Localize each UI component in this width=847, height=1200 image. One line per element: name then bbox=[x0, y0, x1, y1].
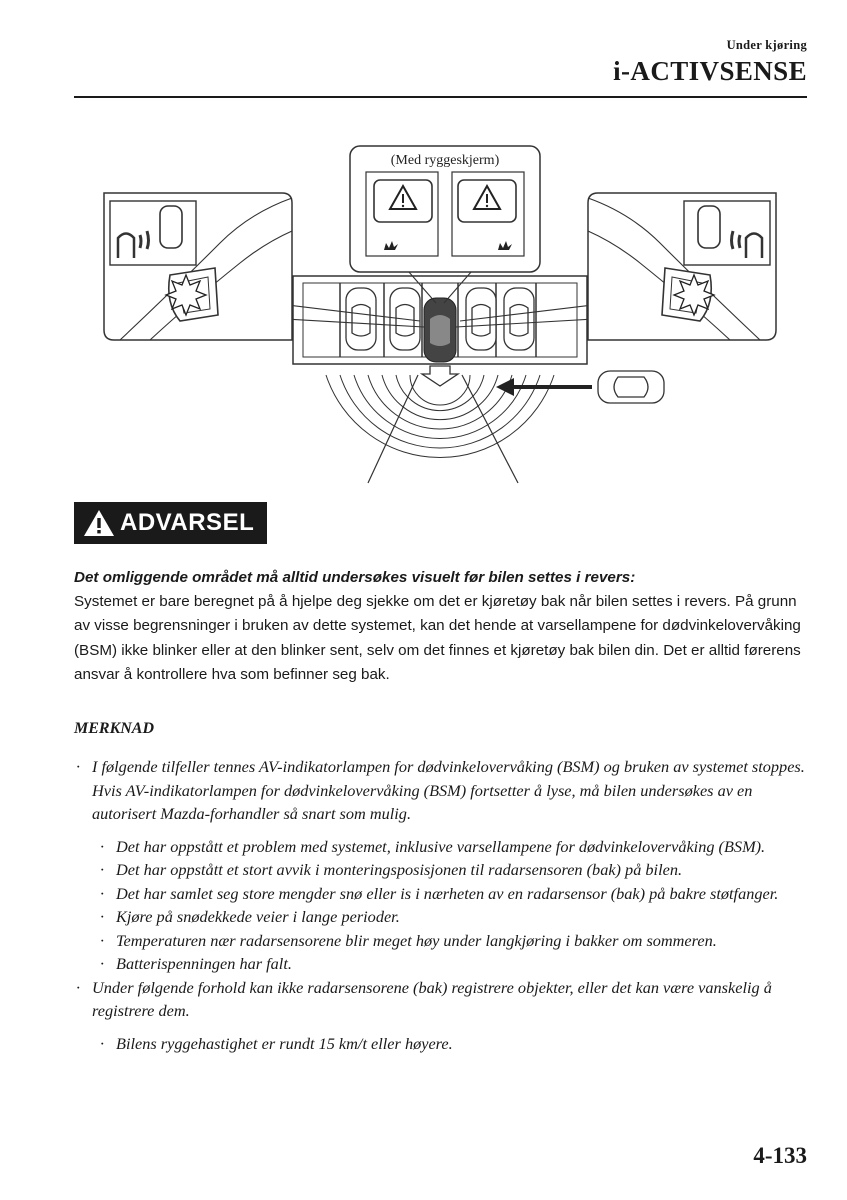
note-subitem: · Det har oppstått et problem med systemet, inklusive varsellampene for dødvinkelovervåking (BSM). bbox=[100, 836, 766, 856]
note-item bbox=[74, 976, 814, 1023]
right-mirror-callout bbox=[588, 193, 776, 340]
note-subitem: · Kjøre på snødekkede veier i lange perioder. bbox=[100, 907, 400, 926]
note-subitem: · Bilens ryggehastighet er rundt 15 km/t eller høyere. bbox=[100, 1033, 453, 1053]
warning-triangle-icon bbox=[82, 508, 116, 538]
chapter-title: i-ACTIVSENSE bbox=[613, 56, 807, 86]
note-subitem: · Temperaturen nær radarsensorene blir meget høy under langkjøring i bakker om sommeren. bbox=[100, 930, 717, 950]
note-subitem: · Det har oppstått et stort avvik i monteringsposisjonen til radarsensoren (bak) på bilen. bbox=[100, 860, 683, 879]
rear-camera-callout bbox=[350, 146, 540, 272]
warning-badge bbox=[74, 502, 267, 544]
approaching-car-icon bbox=[598, 371, 664, 403]
warning-body: Systemet er bare beregnet på å hjelpe deg sjekke om det er kjøretøy bak når bilen settes i revers. På grunn av visse begrensninger i bruken av dette systemet, kan det hende at varsellampene for dødvinkelovervåking (BSM) ikke blinker eller at den blinker sent, selv om det finnes et kjøretøy bak bilen din. Det er alltid førerens ansvar å kontrollere hva som befinner seg bak. bbox=[74, 593, 801, 683]
note-subitem-text: Temperaturen nær radarsensorene blir meget høy under langkjøring i bakker om sommeren. bbox=[116, 930, 717, 950]
section-label: Under kjøring bbox=[726, 38, 807, 52]
header-rule bbox=[74, 96, 807, 98]
note-subitem-text: Kjøre på snødekkede veier i lange perioder. bbox=[116, 907, 400, 926]
bsm-reverse-illustration bbox=[100, 143, 780, 493]
reverse-arrow-icon bbox=[422, 366, 458, 386]
note-subitem-text: Det har oppstått et problem med systemet, inklusive varsellampene for dødvinkelovervåking (BSM). bbox=[116, 836, 766, 856]
note-item-text: Under følgende forhold kan ikke radarsensorene (bak) registrere objekter, eller det kan være vanskelig å registrere dem. bbox=[92, 977, 772, 1020]
note-subitem-text: Bilens ryggehastighet er rundt 15 km/t eller høyere. bbox=[116, 1033, 453, 1053]
flash-icon bbox=[166, 275, 206, 315]
note-subitem-text: Batterispenningen har falt. bbox=[116, 954, 292, 973]
note-list bbox=[74, 755, 814, 1055]
flash-icon bbox=[674, 275, 714, 315]
radar-wave-icon bbox=[326, 375, 554, 483]
bullet: · bbox=[76, 977, 81, 997]
warning-badge-label: ADVARSEL bbox=[120, 509, 255, 536]
note-item bbox=[74, 755, 814, 826]
rear-camera-label: (Med ryggeskjerm) bbox=[390, 153, 500, 168]
approach-arrow-icon bbox=[496, 378, 592, 396]
page-number: 4-133 bbox=[753, 1143, 807, 1168]
warning-text bbox=[74, 566, 809, 687]
own-car-icon bbox=[424, 298, 456, 362]
bullet: · bbox=[76, 757, 81, 776]
note-subitem: · Det har samlet seg store mengder snø eller is i nærheten av en radarsensor (bak) på bakre støtfanger. bbox=[100, 883, 779, 903]
warning-lead: Det omliggende området må alltid undersøkes visuelt før bilen settes i revers: bbox=[74, 569, 636, 586]
note-subitem-text: Det har samlet seg store mengder snø eller is i nærheten av en radarsensor (bak) på bakre støtfanger. bbox=[116, 883, 779, 903]
note-heading: MERKNAD bbox=[74, 720, 155, 737]
note-item-text: I følgende tilfeller tennes AV-indikatorlampen for dødvinkelovervåking (BSM) og bruken av systemet stoppes. Hvis AV-indikatorlampen for dødvinkelovervåking (BSM) fortsetter å lyse, må bilen undersøkes av en autorisert Mazda-forhandler så snart som mulig. bbox=[92, 757, 805, 823]
note-subitem: · Batterispenningen har falt. bbox=[100, 954, 292, 973]
left-mirror-callout bbox=[104, 193, 292, 340]
note-subitem-text: Det har oppstått et stort avvik i monteringsposisjonen til radarsensoren (bak) på bilen. bbox=[116, 860, 683, 879]
